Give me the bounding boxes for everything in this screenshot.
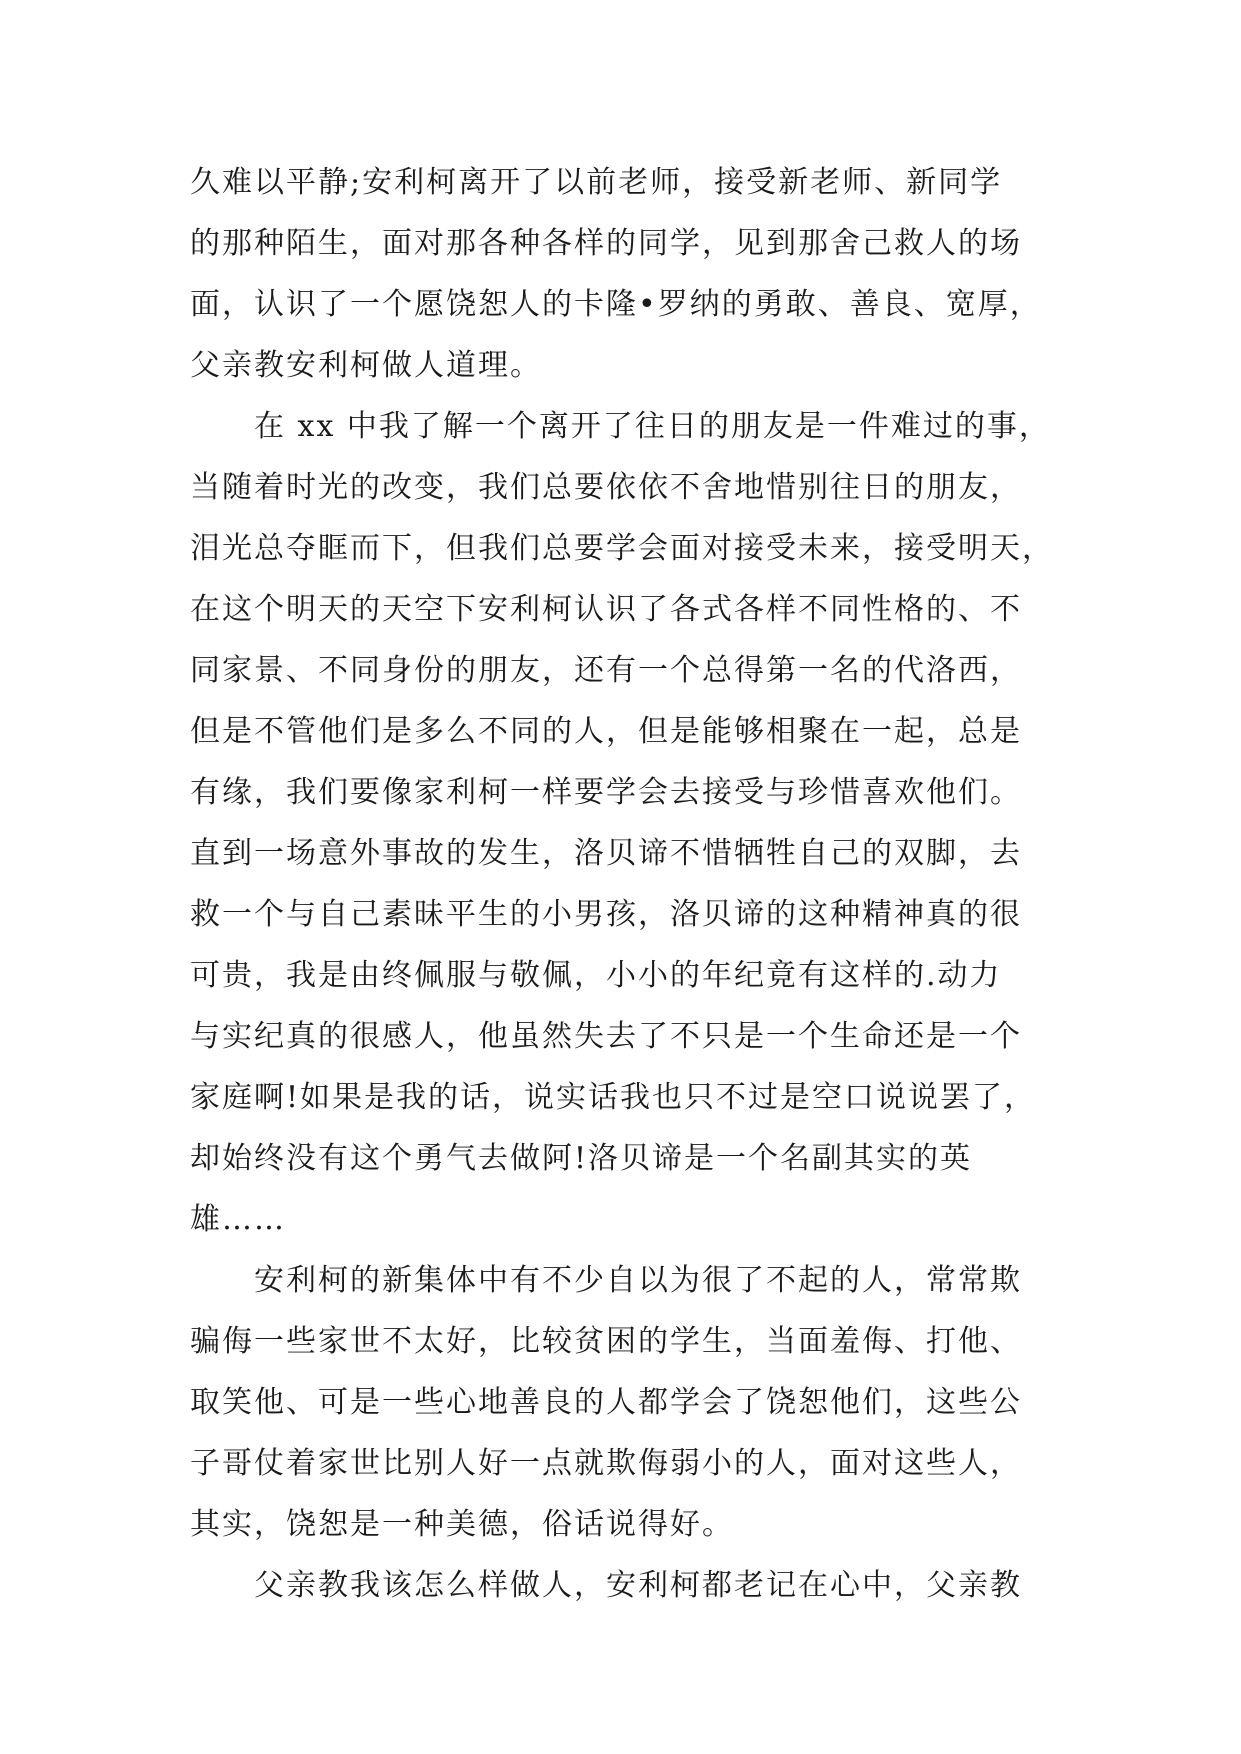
text-line: 同家景、不同身份的朋友，还有一个总得第一名的代洛西， bbox=[190, 653, 1022, 688]
text-line: 其实，饶恕是一种美德，俗话说得好。 bbox=[190, 1507, 734, 1542]
paragraph bbox=[190, 1555, 1058, 1616]
text-line: 却始终没有这个勇气去做阿!洛贝谛是一个名副其实的英 bbox=[190, 1141, 973, 1176]
text-line: 在这个明天的天空下安利柯认识了各式各样不同性格的、不 bbox=[190, 592, 1022, 627]
text-line: 骗侮一些家世不太好，比较贫困的学生，当面羞侮、打他、 bbox=[190, 1324, 1022, 1359]
text-line: 有缘，我们要像家利柯一样要学会去接受与珍惜喜欢他们。 bbox=[190, 775, 1022, 810]
paragraph bbox=[190, 152, 1058, 396]
text-line: 面，认识了一个愿饶恕人的卡隆•罗纳的勇敢、善良、宽厚， bbox=[190, 287, 1042, 322]
document-page bbox=[190, 152, 1058, 1616]
text-line: 在 xx 中我了解一个离开了往日的朋友是一件难过的事， bbox=[254, 409, 1051, 444]
text-line: 安利柯的新集体中有不少自以为很了不起的人，常常欺 bbox=[254, 1263, 1022, 1298]
text-line: 可贵，我是由终佩服与敬佩，小小的年纪竟有这样的.动力 bbox=[190, 958, 1002, 993]
text-line: 父亲教安利柯做人道理。 bbox=[190, 348, 542, 383]
text-line: 当随着时光的改变，我们总要依依不舍地惜别往日的朋友， bbox=[190, 470, 1022, 505]
text-line: 子哥仗着家世比别人好一点就欺侮弱小的人，面对这些人， bbox=[190, 1446, 1022, 1481]
text-line: 直到一场意外事故的发生，洛贝谛不惜牺牲自己的双脚，去 bbox=[190, 836, 1022, 871]
text-line: 与实纪真的很感人，他虽然失去了不只是一个生命还是一个 bbox=[190, 1019, 1022, 1054]
text-line: 泪光总夺眶而下，但我们总要学会面对接受未来，接受明天， bbox=[190, 531, 1054, 566]
text-line: 但是不管他们是多么不同的人，但是能够相聚在一起，总是 bbox=[190, 714, 1022, 749]
text-line: 取笑他、可是一些心地善良的人都学会了饶恕他们，这些公 bbox=[190, 1385, 1022, 1420]
text-line: 久难以平静;安利柯离开了以前老师，接受新老师、新同学 bbox=[190, 165, 1003, 200]
text-line: 家庭啊!如果是我的话，说实话我也只不过是空口说说罢了， bbox=[190, 1080, 1037, 1115]
paragraph bbox=[190, 1250, 1058, 1555]
text-line: 雄…… bbox=[190, 1202, 286, 1237]
text-line: 救一个与自己素昧平生的小男孩，洛贝谛的这种精神真的很 bbox=[190, 897, 1022, 932]
text-line: 的那种陌生，面对那各种各样的同学，见到那舍己救人的场 bbox=[190, 226, 1022, 261]
paragraph bbox=[190, 396, 1058, 1250]
text-line: 父亲教我该怎么样做人，安利柯都老记在心中，父亲教 bbox=[254, 1568, 1022, 1603]
